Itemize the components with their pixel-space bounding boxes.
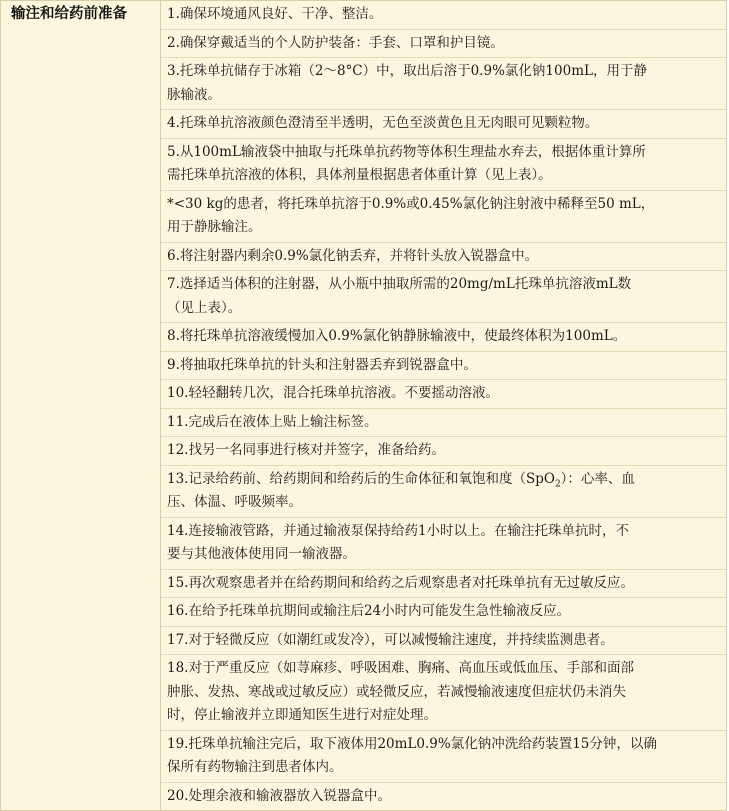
step-line: 7.选择适当体积的注射器，从小瓶中抽取所需的20mg/mL托珠单抗溶液mL数: [167, 276, 632, 292]
step-line: 3.托珠单抗储存于冰箱（2～8°C）中，取出后溶于0.9%氯化钠100mL，用于静: [167, 63, 647, 79]
step-line: 16.在给予托珠单抗期间或输注后24小时内可能发生急性输液反应。: [167, 603, 571, 619]
step-line: 5.从100mL输液袋中抽取与托珠单抗药物等体积生理盐水弃去，根据体重计算所: [167, 143, 646, 160]
step-16: [161, 598, 726, 627]
step-9: [161, 352, 726, 381]
step-line: 17.对于轻微反应（如潮红或发冷），可以减慢输注速度，并持续监测患者。: [167, 631, 614, 648]
step-line: 要与其他液体使用同一输液器。: [167, 546, 356, 562]
step-12: [161, 437, 726, 466]
step-line: 15.再次观察患者并在给药期间和给药之后观察患者对托珠单抗有无过敏反应。: [167, 574, 634, 591]
step-19: [161, 731, 726, 783]
step-line: 时，停止输液并立即通知医生进行对症处理。: [167, 707, 437, 723]
step-line: [167, 468, 718, 492]
step-line: 需托珠单抗溶液的体积，具体剂量根据患者体重计算（见上表）。: [167, 167, 552, 183]
subscript: 2: [554, 479, 561, 490]
step-18: [161, 655, 726, 731]
step-line: 保所有药物输注到患者体内。: [167, 759, 343, 775]
steps-list: [161, 1, 726, 810]
step-20: [161, 783, 726, 811]
step-line: 11.完成后在液体上贴上输注标签。: [167, 413, 378, 430]
step-line: （见上表）。: [167, 299, 242, 316]
step-line: 20.处理余液和输液器放入锐器盒中。: [167, 787, 391, 804]
step-text: ）：心率、血: [560, 470, 635, 487]
step-14: [161, 518, 726, 570]
step-line: 12.找另一名同事进行核对并签字，准备给药。: [167, 442, 445, 458]
section-heading: 输注和给药前准备: [1, 1, 161, 811]
step-line: 18.对于严重反应（如荨麻疹、呼吸困难、胸痛、高血压或低血压、手部和面部: [167, 660, 634, 676]
step-line: 1.确保环境通风良好、干净、整洁。: [167, 6, 383, 22]
step-line: 4.托珠单抗溶液颜色澄清至半透明，无色至淡黄色且无肉眼可见颗粒物。: [167, 115, 599, 131]
step-line: 6.将注射器内剩余0.9%氯化钠丢弃，并将针头放入锐器盒中。: [167, 247, 539, 264]
step-4: [161, 110, 726, 139]
step-17: [161, 627, 726, 656]
step-line: 肿胀、发热、寒战或过敏反应）或轻微反应，若减慢输液速度但症状仍未消失: [167, 683, 626, 700]
step-line: 8.将托珠单抗溶液缓慢加入0.9%氯化钠静脉输液中，使最终体积为100mL。: [167, 328, 627, 344]
step-11: [161, 409, 726, 438]
procedure-row: [1, 1, 727, 811]
step-line: 压、体温、呼吸频率。: [167, 494, 302, 510]
step-line: 2.确保穿戴适当的个人防护装备：手套、口罩和护目镜。: [167, 34, 504, 51]
step-7: [161, 271, 726, 323]
step-10: [161, 380, 726, 409]
step-line: 脉输液。: [167, 86, 221, 103]
step-6: [161, 243, 726, 272]
step-line: *<30 kg的患者，将托珠单抗溶于0.9%或0.45%氯化钠注射液中稀释至50 mL，: [167, 195, 655, 212]
step-15: [161, 570, 726, 599]
step-line: 9.将抽取托珠单抗的针头和注射器丢弃到锐器盒中。: [167, 356, 477, 373]
step-2: [161, 30, 726, 59]
step-5: [161, 139, 726, 191]
step-line: 19.托珠单抗输注完后，取下液体用20mL0.9%氯化钠冲洗给药装置15分钟，以确: [167, 735, 657, 752]
step-1: [161, 1, 726, 30]
step-text: 13.记录给药前、给药期间和给药后的生命体征和氧饱和度（SpO: [167, 470, 555, 487]
step-13: [161, 466, 726, 518]
step-note: [161, 191, 726, 243]
steps-cell: [161, 1, 727, 811]
step-line: 用于静脉输注。: [167, 219, 262, 235]
step-8: [161, 323, 726, 352]
step-3: [161, 58, 726, 110]
step-line: 14.连接输液管路，并通过输液泵保持给药1小时以上。在输注托珠单抗时，不: [167, 522, 630, 539]
step-line: 10.轻轻翻转几次，混合托珠单抗溶液。不要摇动溶液。: [167, 385, 499, 401]
